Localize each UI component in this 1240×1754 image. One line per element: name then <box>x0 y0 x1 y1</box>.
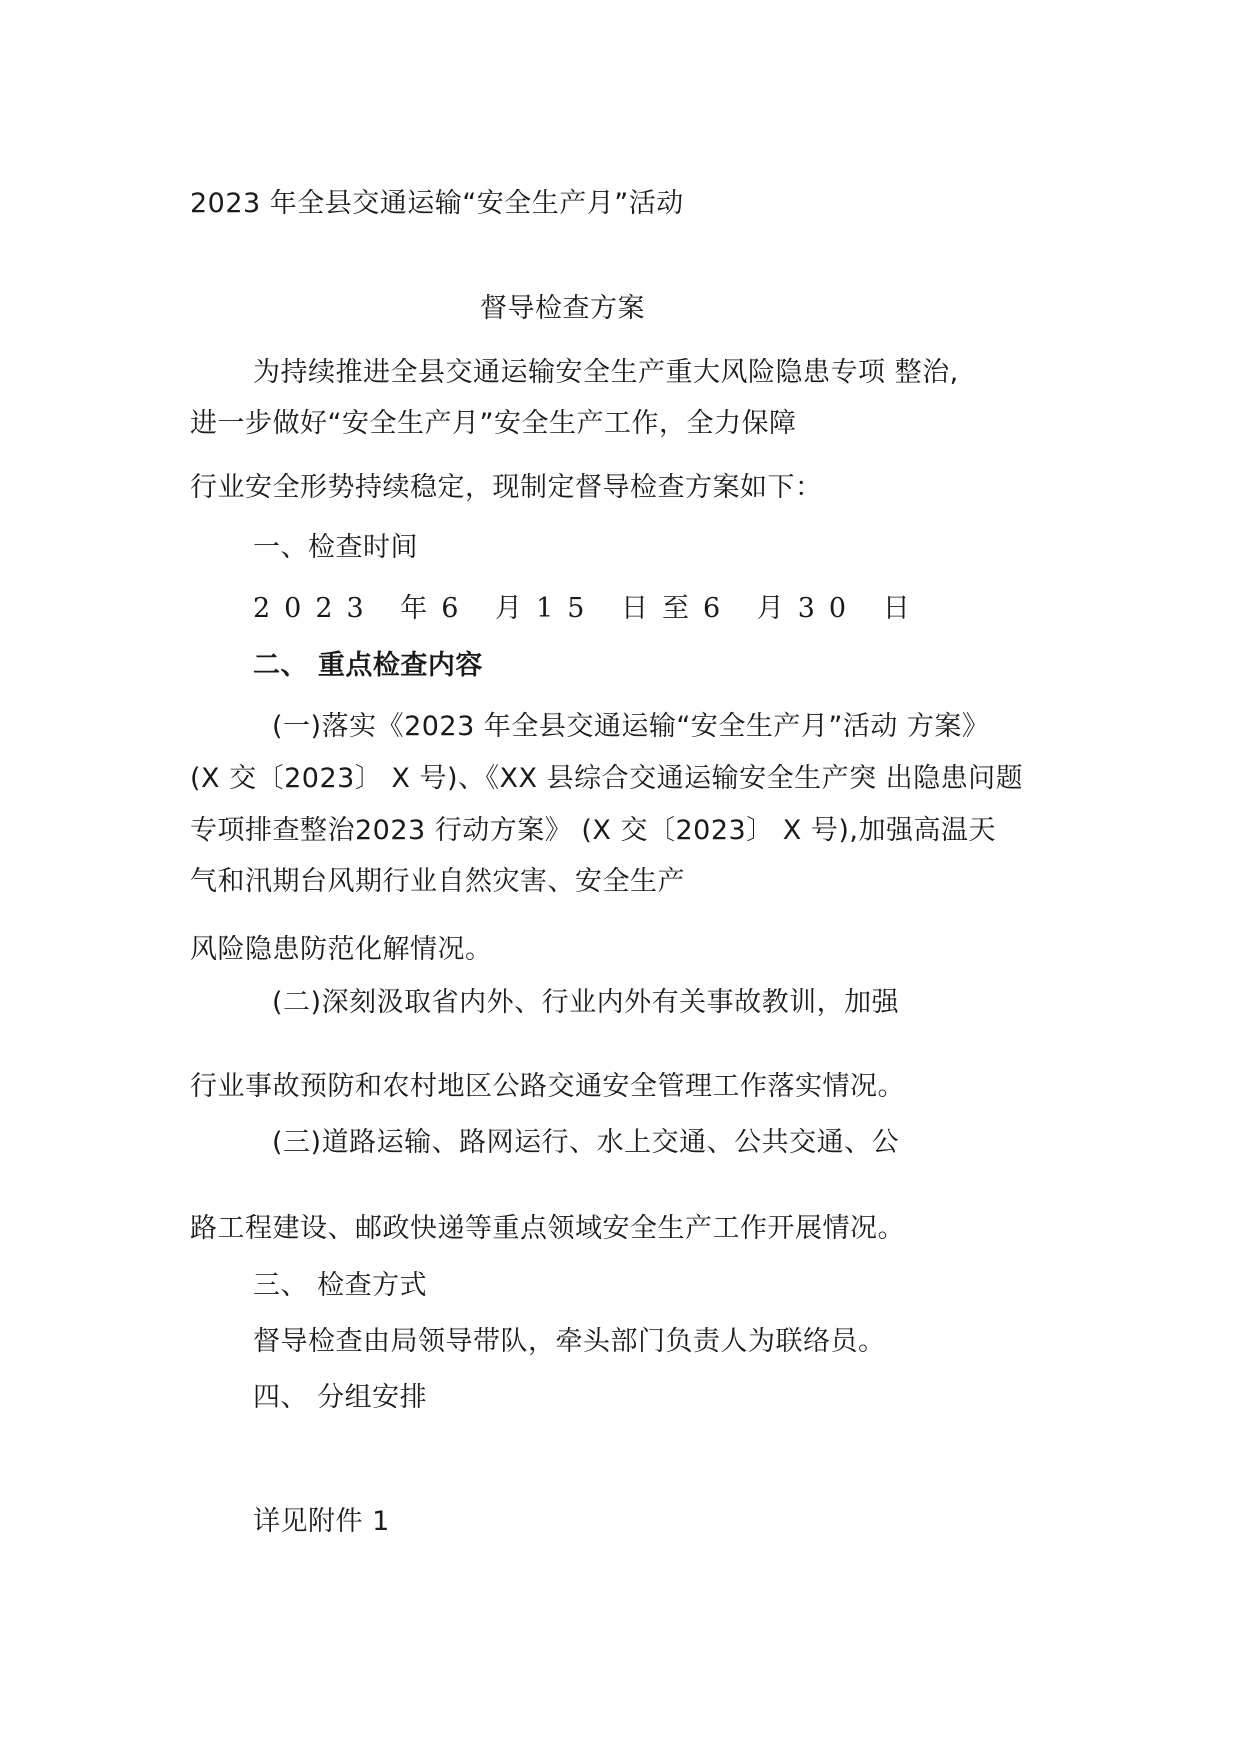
intro-line-1: 为持续推进全县交通运输安全生产重大风险隐患专项 整治, <box>253 357 959 388</box>
section-3-heading: 三、 检查方式 <box>253 1270 428 1301</box>
title-line-1: 2023 年全县交通运输“安全生产月”活动 <box>190 188 684 219</box>
intro-line-3: 行业安全形势持续稳定，现制定督导检查方案如下： <box>190 472 823 503</box>
item-3-line-1: (三)道路运输、路网运行、水上交通、公共交通、公 <box>272 1127 900 1158</box>
section-4-heading: 四、 分组安排 <box>253 1382 428 1413</box>
item-1-line-5: 风险隐患防范化解情况。 <box>190 934 493 965</box>
item-2-line-2: 行业事故预防和农村地区公路交通安全管理工作落实情况。 <box>190 1071 905 1102</box>
item-1-line-4: 气和汛期台风期行业自然灾害、安全生产 <box>190 866 685 897</box>
section-4-body: 详见附件 1 <box>253 1506 390 1537</box>
item-1-line-2: (X 交〔2023〕 X 号)、《XX 县综合交通运输安全生产突 出隐患问题 <box>190 763 1024 794</box>
item-2-line-1: (二)深刻汲取省内外、行业内外有关事故教训，加强 <box>272 987 900 1018</box>
item-1-line-1: (一)落实《2023 年全县交通运输“安全生产月”活动 方案》 <box>272 711 990 742</box>
item-3-line-2: 路工程建设、邮政快递等重点领域安全生产工作开展情况。 <box>190 1213 905 1244</box>
section-3-body: 督导检查由局领导带队，牵头部门负责人为联络员。 <box>253 1326 886 1357</box>
section-1-heading: 一、检查时间 <box>253 532 418 563</box>
section-1-body: 2023 年6 月15 日至6 月30 日 <box>253 593 924 624</box>
title-line-2: 督导检查方案 <box>480 293 645 324</box>
intro-line-2: 进一步做好“安全生产月”安全生产工作，全力保障 <box>190 408 797 439</box>
section-2-heading: 二、 重点检查内容 <box>253 650 483 681</box>
item-1-line-3: 专项排查整治2023 行动方案》 (X 交〔2023〕 X 号),加强高温天 <box>190 815 996 846</box>
